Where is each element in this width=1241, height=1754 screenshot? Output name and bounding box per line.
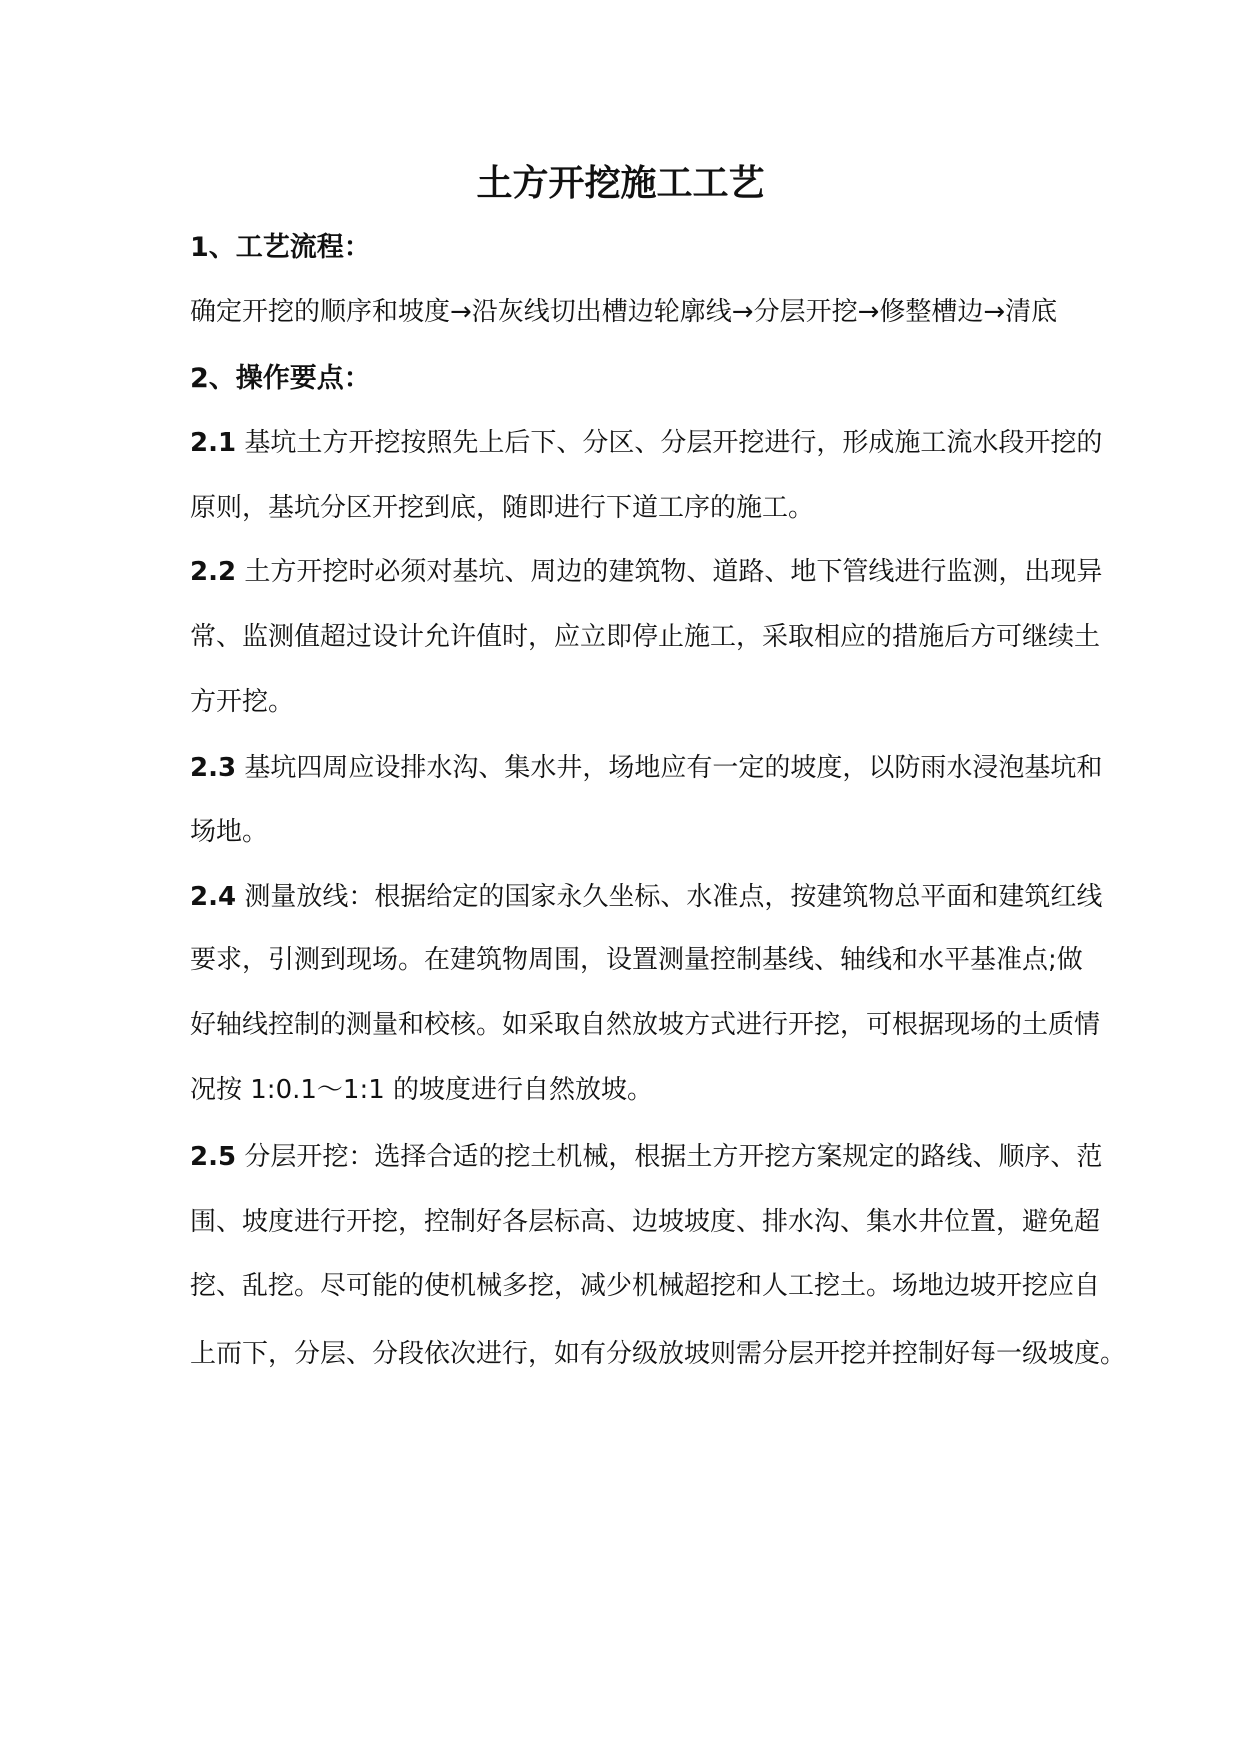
line-text: 围、坡度进行开挖，控制好各层标高、边坡坡度、排水沟、集水井位置，避免超 xyxy=(190,1207,1101,1237)
line-text: 上而下，分层、分段依次进行，如有分级放坡则需分层开挖并控制好每一级坡度。 xyxy=(190,1339,1127,1369)
paragraph-line xyxy=(190,555,1103,589)
section-2-heading: 2、操作要点： xyxy=(190,363,371,394)
line-text: 况按 1:0.1～1:1 的坡度进行自然放坡。 xyxy=(190,1075,654,1105)
process-flow: 确定开挖的顺序和坡度→沿灰线切出槽边轮廓线→分层开挖→修整槽边→清底 xyxy=(190,297,1058,327)
section-1-heading: 1、工艺流程： xyxy=(190,232,371,263)
item-number: 2.3 xyxy=(190,753,237,783)
line-text: 土方开挖时必须对基坑、周边的建筑物、道路、地下管线进行监测，出现异 xyxy=(244,557,1103,587)
paragraph-line xyxy=(190,1205,1101,1239)
paragraph-line xyxy=(190,426,1103,460)
line-text: 基坑土方开挖按照先上后下、分区、分层开挖进行，形成施工流水段开挖的 xyxy=(244,428,1103,458)
line-text: 场地。 xyxy=(190,817,269,847)
item-number: 2.1 xyxy=(190,428,237,458)
paragraph-line xyxy=(190,620,1101,654)
paragraph-line xyxy=(190,1008,1101,1042)
paragraph-line xyxy=(190,685,1052,719)
paragraph-line xyxy=(190,1073,1052,1107)
paragraph-line xyxy=(190,491,1052,525)
paragraph-line xyxy=(190,1269,1101,1303)
line-text: 分层开挖：选择合适的挖土机械，根据土方开挖方案规定的路线、顺序、范 xyxy=(244,1142,1103,1172)
paragraph-line xyxy=(190,1140,1103,1174)
paragraph-line xyxy=(190,880,1103,914)
paragraph-line xyxy=(190,815,1052,849)
paragraph-line xyxy=(190,943,1083,977)
line-text: 方开挖。 xyxy=(190,687,295,717)
paragraph-line xyxy=(190,1337,1127,1371)
line-text: 常、监测值超过设计允许值时，应立即停止施工，采取相应的措施后方可继续土 xyxy=(190,622,1101,652)
line-text: 原则，基坑分区开挖到底，随即进行下道工序的施工。 xyxy=(190,493,815,523)
line-text: 基坑四周应设排水沟、集水井，场地应有一定的坡度，以防雨水浸泡基坑和 xyxy=(244,753,1103,783)
line-text: 挖、乱挖。尽可能的使机械多挖，减少机械超挖和人工挖土。场地边坡开挖应自 xyxy=(190,1271,1101,1301)
document-title: 土方开挖施工工艺 xyxy=(476,163,765,204)
item-number: 2.5 xyxy=(190,1142,237,1172)
item-number: 2.2 xyxy=(190,557,237,587)
item-number: 2.4 xyxy=(190,882,237,912)
line-text: 要求，引测到现场。在建筑物周围，设置测量控制基线、轴线和水平基准点;做 xyxy=(190,945,1083,975)
line-text: 好轴线控制的测量和校核。如采取自然放坡方式进行开挖，可根据现场的土质情 xyxy=(190,1010,1101,1040)
paragraph-line xyxy=(190,751,1103,785)
line-text: 测量放线：根据给定的国家永久坐标、水准点，按建筑物总平面和建筑红线 xyxy=(244,882,1103,912)
